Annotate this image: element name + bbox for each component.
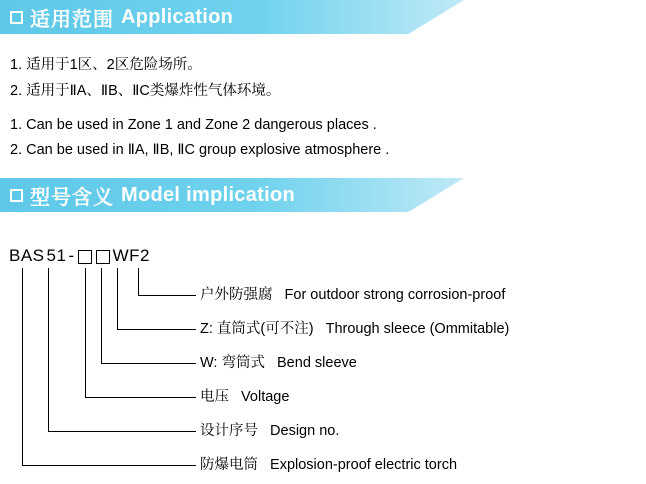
section-title-en-2: Model implication xyxy=(121,183,295,206)
model-code xyxy=(8,246,151,266)
model-code-series: 51 xyxy=(46,246,67,265)
callout-2 xyxy=(200,321,509,337)
callout-1 xyxy=(200,287,505,303)
callout-4-en: Voltage xyxy=(241,389,290,405)
leader-hline-4 xyxy=(85,397,196,398)
model-implication-diagram xyxy=(0,232,646,484)
callout-3-cn: W: 弯筒式 xyxy=(200,355,265,371)
leader-hline-5 xyxy=(48,431,196,432)
callout-5 xyxy=(200,423,339,439)
square-bullet-icon xyxy=(10,11,23,24)
callout-6-en: Explosion-proof electric torch xyxy=(270,457,458,473)
leader-vline-3 xyxy=(101,268,102,364)
leader-vline-6 xyxy=(22,268,23,466)
model-code-box-sleeve xyxy=(96,250,110,264)
leader-hline-2 xyxy=(117,329,196,330)
leader-vline-1 xyxy=(138,268,139,296)
callout-3 xyxy=(200,355,357,371)
callout-4-cn: 电压 xyxy=(200,389,229,405)
header-banner-content xyxy=(10,0,233,34)
callout-2-en: Through sleece (Ommitable) xyxy=(325,321,510,337)
leader-vline-4 xyxy=(85,268,86,398)
header-banner-content-2 xyxy=(10,178,295,212)
callout-5-cn: 设计序号 xyxy=(200,423,258,439)
callout-1-cn: 户外防强腐 xyxy=(200,287,273,303)
callout-5-en: Design no. xyxy=(270,423,340,439)
application-en-line-2: 2. Can be used in ⅡA, ⅡB, ⅡC group explosive atmosphere . xyxy=(10,142,390,158)
square-bullet-icon xyxy=(10,189,23,202)
leader-hline-3 xyxy=(101,363,196,364)
callout-6 xyxy=(200,457,457,473)
section-title-en: Application xyxy=(121,5,234,28)
leader-hline-1 xyxy=(138,295,196,296)
section-title-cn-2: 型号含义 xyxy=(30,186,114,209)
model-code-prefix: BAS xyxy=(9,246,45,265)
leader-hline-6 xyxy=(22,465,196,466)
leader-vline-2 xyxy=(117,268,118,330)
model-code-box-voltage xyxy=(78,250,92,264)
callout-4 xyxy=(200,389,289,405)
callout-1-en: For outdoor strong corrosion-proof xyxy=(284,287,506,303)
model-code-dash: - xyxy=(68,246,75,265)
section-title-cn: 适用范围 xyxy=(30,8,114,31)
application-cn-line-1: 1. 适用于1区、2区危险场所。 xyxy=(10,57,202,73)
callout-6-cn: 防爆电筒 xyxy=(200,457,258,473)
application-content xyxy=(10,52,630,163)
section-header-application xyxy=(0,0,646,34)
application-cn-line-2: 2. 适用于ⅡA、ⅡB、ⅡC类爆炸性气体环境。 xyxy=(10,83,281,99)
leader-vline-5 xyxy=(48,268,49,432)
callout-2-cn: Z: 直筒式(可不注) xyxy=(200,321,314,337)
callout-3-en: Bend sleeve xyxy=(277,355,357,371)
application-en-line-1: 1. Can be used in Zone 1 and Zone 2 dangerous places . xyxy=(10,117,377,133)
section-header-model xyxy=(0,178,646,212)
model-code-suffix: WF2 xyxy=(112,246,151,265)
